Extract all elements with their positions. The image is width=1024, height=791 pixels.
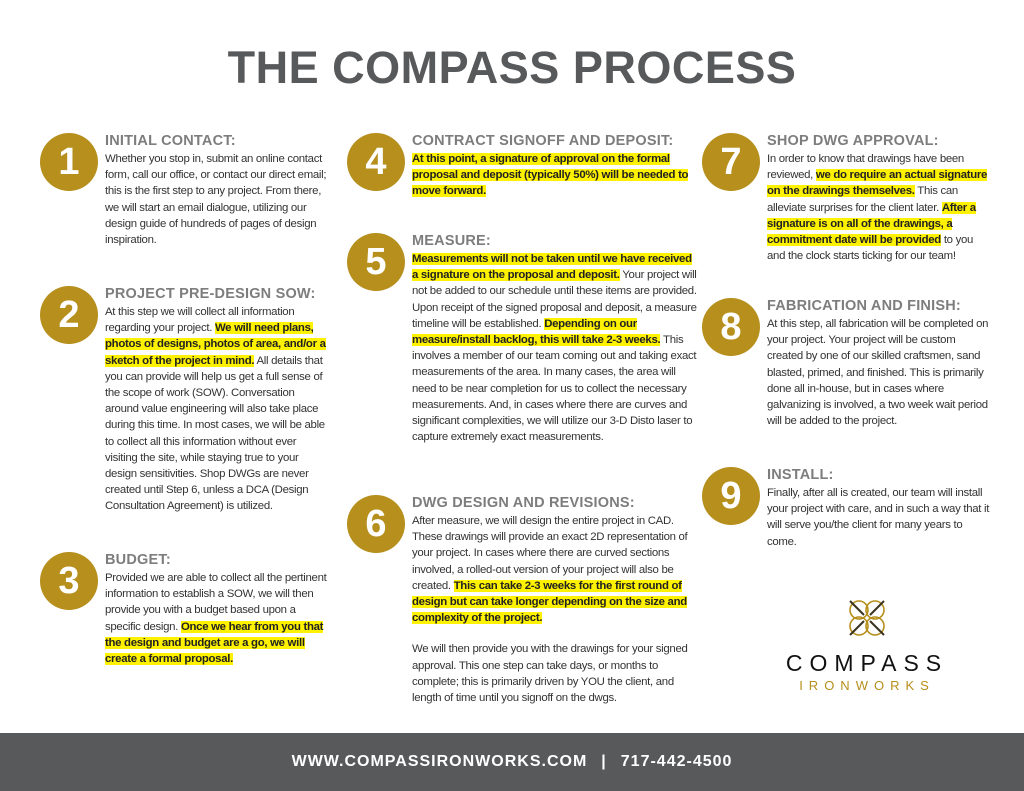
step-number-badge: 6 [347,495,405,553]
step-description [767,316,992,429]
step-heading: PROJECT PRE-DESIGN SOW: [105,286,316,302]
body-text: Finally, after all is created, our team will install your project with care, and in such a way that it will serve you/the client for many years to come. [767,487,990,548]
footer-website-link[interactable]: WWW.COMPASSIRONWORKS.COM [291,753,588,770]
step-description [412,251,697,445]
step-description [412,641,697,706]
step-heading: INSTALL: [767,467,834,483]
step-description [105,151,330,248]
step-heading: BUDGET: [105,552,171,568]
body-text: At this step we will collect all information regarding your project. [105,306,295,335]
highlighted-text: Measurements will not be taken until we have received a signature on the proposal and deposit. [412,253,692,282]
step-content [767,467,992,550]
company-logo [778,595,956,693]
step-number-badge: 7 [702,133,760,191]
step-number-badge: 4 [347,133,405,191]
step-heading: CONTRACT SIGNOFF AND DEPOSIT: [412,133,674,149]
highlighted-text: We will need plans, photos of designs, photos of area, and/or a sketch of the project in mind. [105,322,326,367]
body-text: Whether you stop in, submit an online contact form, call our office, or contact our direct email; this is the first step to any project. From there, we will start an email dialogue, utilizing our design guide of hundreds of pages of design inspiration. [105,153,327,247]
logo-name: COMPASS [785,650,949,676]
step-content [105,286,330,515]
footer-phone[interactable]: 717-442-4500 [620,753,733,770]
step-description [412,151,697,200]
compass-emblem-icon [844,595,890,641]
step-content [105,552,330,667]
step-number-badge: 2 [40,286,98,344]
step-content [105,133,330,248]
body-text: All details that you can provide will help us get a full sense of the scope of work (SOW). Conversation around value engineering will also take place during this time. In most cases, we will be able to collect all this information without ever visiting the site, while staying true to your design sensitivities. Shop DWGs are never created until Step 6, unless a DCA (Design Consultation Agreement) is utilized. [105,354,325,513]
step-description [767,485,992,550]
step-description [105,570,330,667]
body-text: This can alleviate surprises for the client later. [767,185,958,214]
step-heading: MEASURE: [412,233,491,249]
step-number-badge: 8 [702,298,760,356]
body-text: This involves a member of our team coming out and taking exact measurements of the area. In many cases, the area will need to be near completion for us to collect the necessary measurements. And, in cases where there are curves and significant complexities, we will utilize our 3-D Disto laser to capture extremely exact measurements. [412,334,697,444]
highlighted-text: we do require an actual signature on the drawings themselves. [767,169,988,198]
body-text: At this step, all fabrication will be completed on your project. Your project will be custom created by one of our skilled craftsmen, sand blasted, primed, and finished. This is primarily done all in-house, but in cases where galvanizing is involved, a two week wait period will be added to the project. [767,318,989,428]
body-text: In order to know that drawings have been reviewed, [767,153,964,182]
step-description [412,513,697,626]
step-description [105,304,330,515]
step-number-badge: 3 [40,552,98,610]
step-content [412,495,697,706]
step-description [767,151,992,264]
step-heading: INITIAL CONTACT: [105,133,236,149]
step-heading: FABRICATION AND FINISH: [767,298,961,314]
body-text: Provided we are able to collect all the pertinent information to establish a SOW, we will then provide you with a budget based upon a specific design. [105,572,327,633]
step-number-badge: 9 [702,467,760,525]
body-text: We will then provide you with the drawings for your signed approval. This one step can take days, or months to complete; this is primarily driven by YOU the client, and length of time until you signoff on the dwgs. [412,643,688,705]
highlighted-text: After a signature is on all of the drawings, a commitment date will be provided [767,201,976,247]
footer-bar [0,733,1024,791]
step-number-badge: 1 [40,133,98,191]
step-content [767,298,992,429]
logo-subtitle: IRONWORKS [799,678,935,693]
body-text: Your project will not be added to our schedule until these items are provided. Upon receipt of the signed proposal and deposit, a measure timeline will be established. [412,269,697,330]
step-number-badge: 5 [347,233,405,291]
step-content [412,133,697,200]
footer-separator: | [601,753,607,770]
page-title: THE COMPASS PROCESS [227,42,797,93]
highlighted-text: Once we hear from you that the design and budget are a go, we will create a formal proposal. [105,620,324,666]
body-text: to you and the clock starts ticking for our team! [767,234,974,263]
step-content [767,133,992,264]
body-text: After measure, we will design the entire project in CAD. These drawings will provide an exact 2D representation of your project. In cases where there are curved sections involved, a rolled-out version of your project will also be created. [412,515,688,592]
step-content [412,233,697,445]
highlighted-text: Depending on our measure/install backlog, this will take 2-3 weeks. [412,317,661,347]
step-heading: DWG DESIGN AND REVISIONS: [412,495,635,511]
step-heading: SHOP DWG APPROVAL: [767,133,939,149]
highlighted-text: At this point, a signature of approval on the formal proposal and deposit (typically 50%) will be needed to move forward. [412,153,689,198]
highlighted-text: This can take 2-3 weeks for the first round of design but can take longer depending on the size and complexity of the project. [412,579,687,625]
